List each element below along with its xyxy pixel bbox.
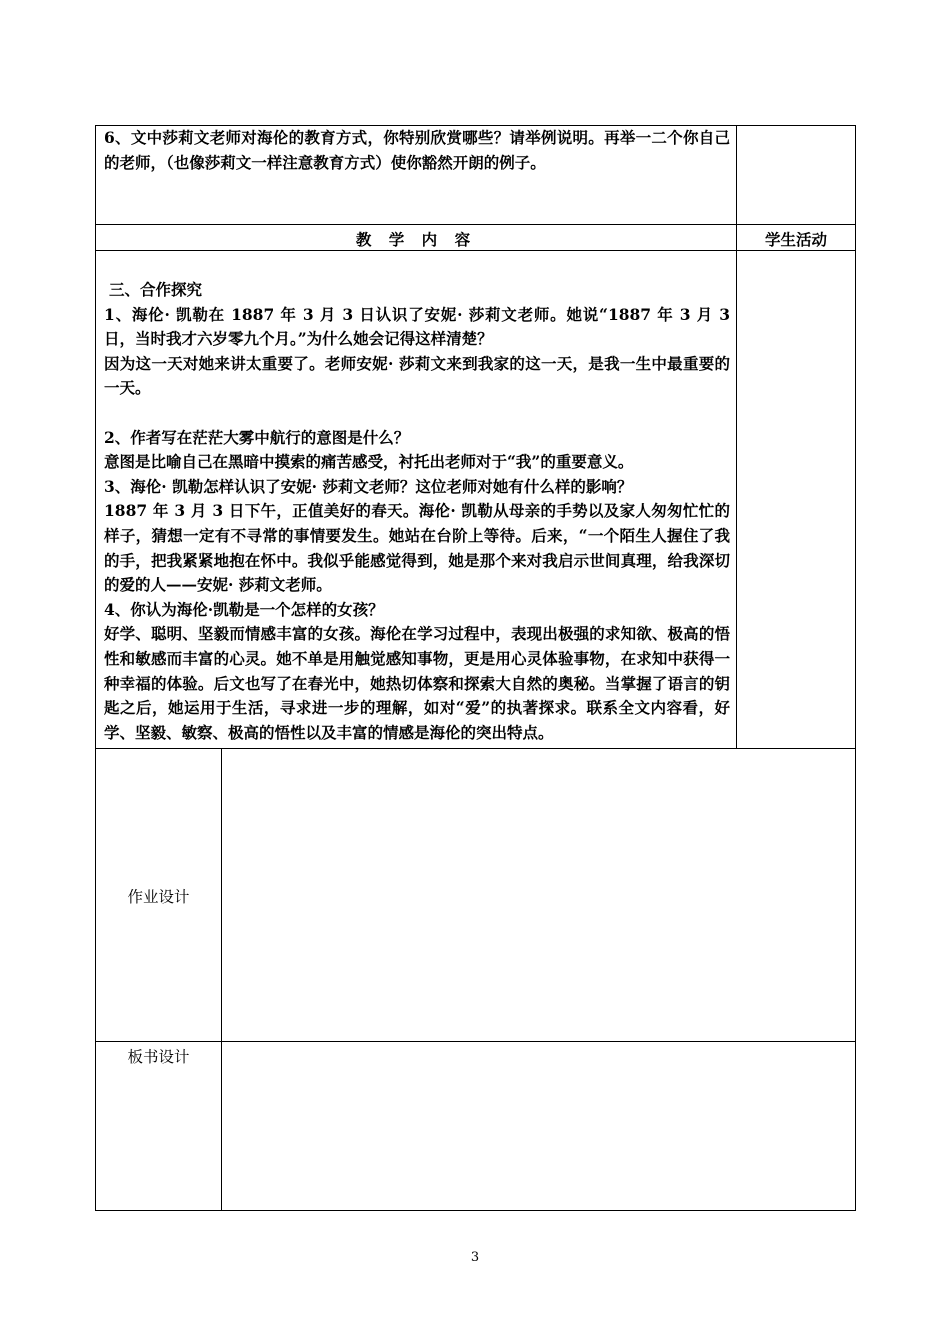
question-6-cell [104,126,730,175]
item-3-question: 3、海伦· 凯勒怎样认识了安妮· 莎莉文老师？这位老师对她有什么样的影响？ [104,476,633,496]
item-3-answer: 1887 年 3 月 3 日下午，正值美好的春天。海伦· 凯勒从母亲的手势以及家人匆匆忙忙的样子，猜想一定有不寻常的事情要发生。她站在台阶上等待。后来，“一个陌生人握住了我的手，把我紧紧地抱在怀中。我似乎能感觉得到，她是那个来对我启示世间真理，给我深切的爱的人——安妮· 莎莉文老师。 [104,501,730,595]
content-cell [104,278,730,745]
row-divider-q6 [95,224,856,225]
table-border-bottom [95,1210,856,1211]
item-4-question: 4、你认为海伦·凯勒是一个怎样的女孩？ [104,599,384,619]
page-number: 3 [470,1250,480,1265]
item-2-answer: 意图是比喻自己在黑暗中摸索的痛苦感受，衬托出老师对于“我”的重要意义。 [104,452,634,472]
item-1-question: 1、海伦· 凯勒在 1887 年 3 月 3 日认识了安妮· 莎莉文老师。她说“1887 年 3 月 3 日，当时我才六岁零九个月。”为什么她会记得这样清楚？ [104,304,730,349]
blank-line [104,401,730,426]
section-title: 三、合作探究 [109,280,203,299]
homework-label: 作业设计 [127,888,190,906]
item-1-answer: 因为这一天对她来讲太重要了。老师安妮· 莎莉文来到我家的这一天，是我一生中最重要的一天。 [104,353,730,398]
question-6-text: 6、文中莎莉文老师对海伦的教育方式，你特别欣赏哪些？请举例说明。再举一二个你自己的老师，（也像莎莉文一样注意教育方式）使你豁然开朗的例子。 [104,128,730,172]
header-student-activity: 学生活动 [764,230,827,249]
column-divider-activity [736,125,737,749]
table-border-right [855,125,856,1211]
item-4-answer: 好学、聪明、坚毅而情感丰富的女孩。海伦在学习过程中，表现出极强的求知欲、极高的悟性和敏感而丰富的心灵。她不单是用触觉感知事物，更是用心灵体验事物，在求知中获得一种幸福的体验。后文也写了在春光中，她热切体察和探索大自然的奥秘。当掌握了语言的钥匙之后，她运用于生活，寻求进一步的理解，如对“爱”的执著探求。联系全文内容看，好学、坚毅、敏察、极高的悟性以及丰富的情感是海伦的突出特点。 [104,624,730,742]
item-2-question: 2、作者写在茫茫大雾中航行的意图是什么？ [104,427,410,447]
row-divider-header [95,250,856,251]
homework-content [222,749,855,1041]
board-content [222,1042,855,1210]
header-teaching-content: 教 学 内 容 [355,230,477,249]
board-label: 板书设计 [127,1048,190,1066]
